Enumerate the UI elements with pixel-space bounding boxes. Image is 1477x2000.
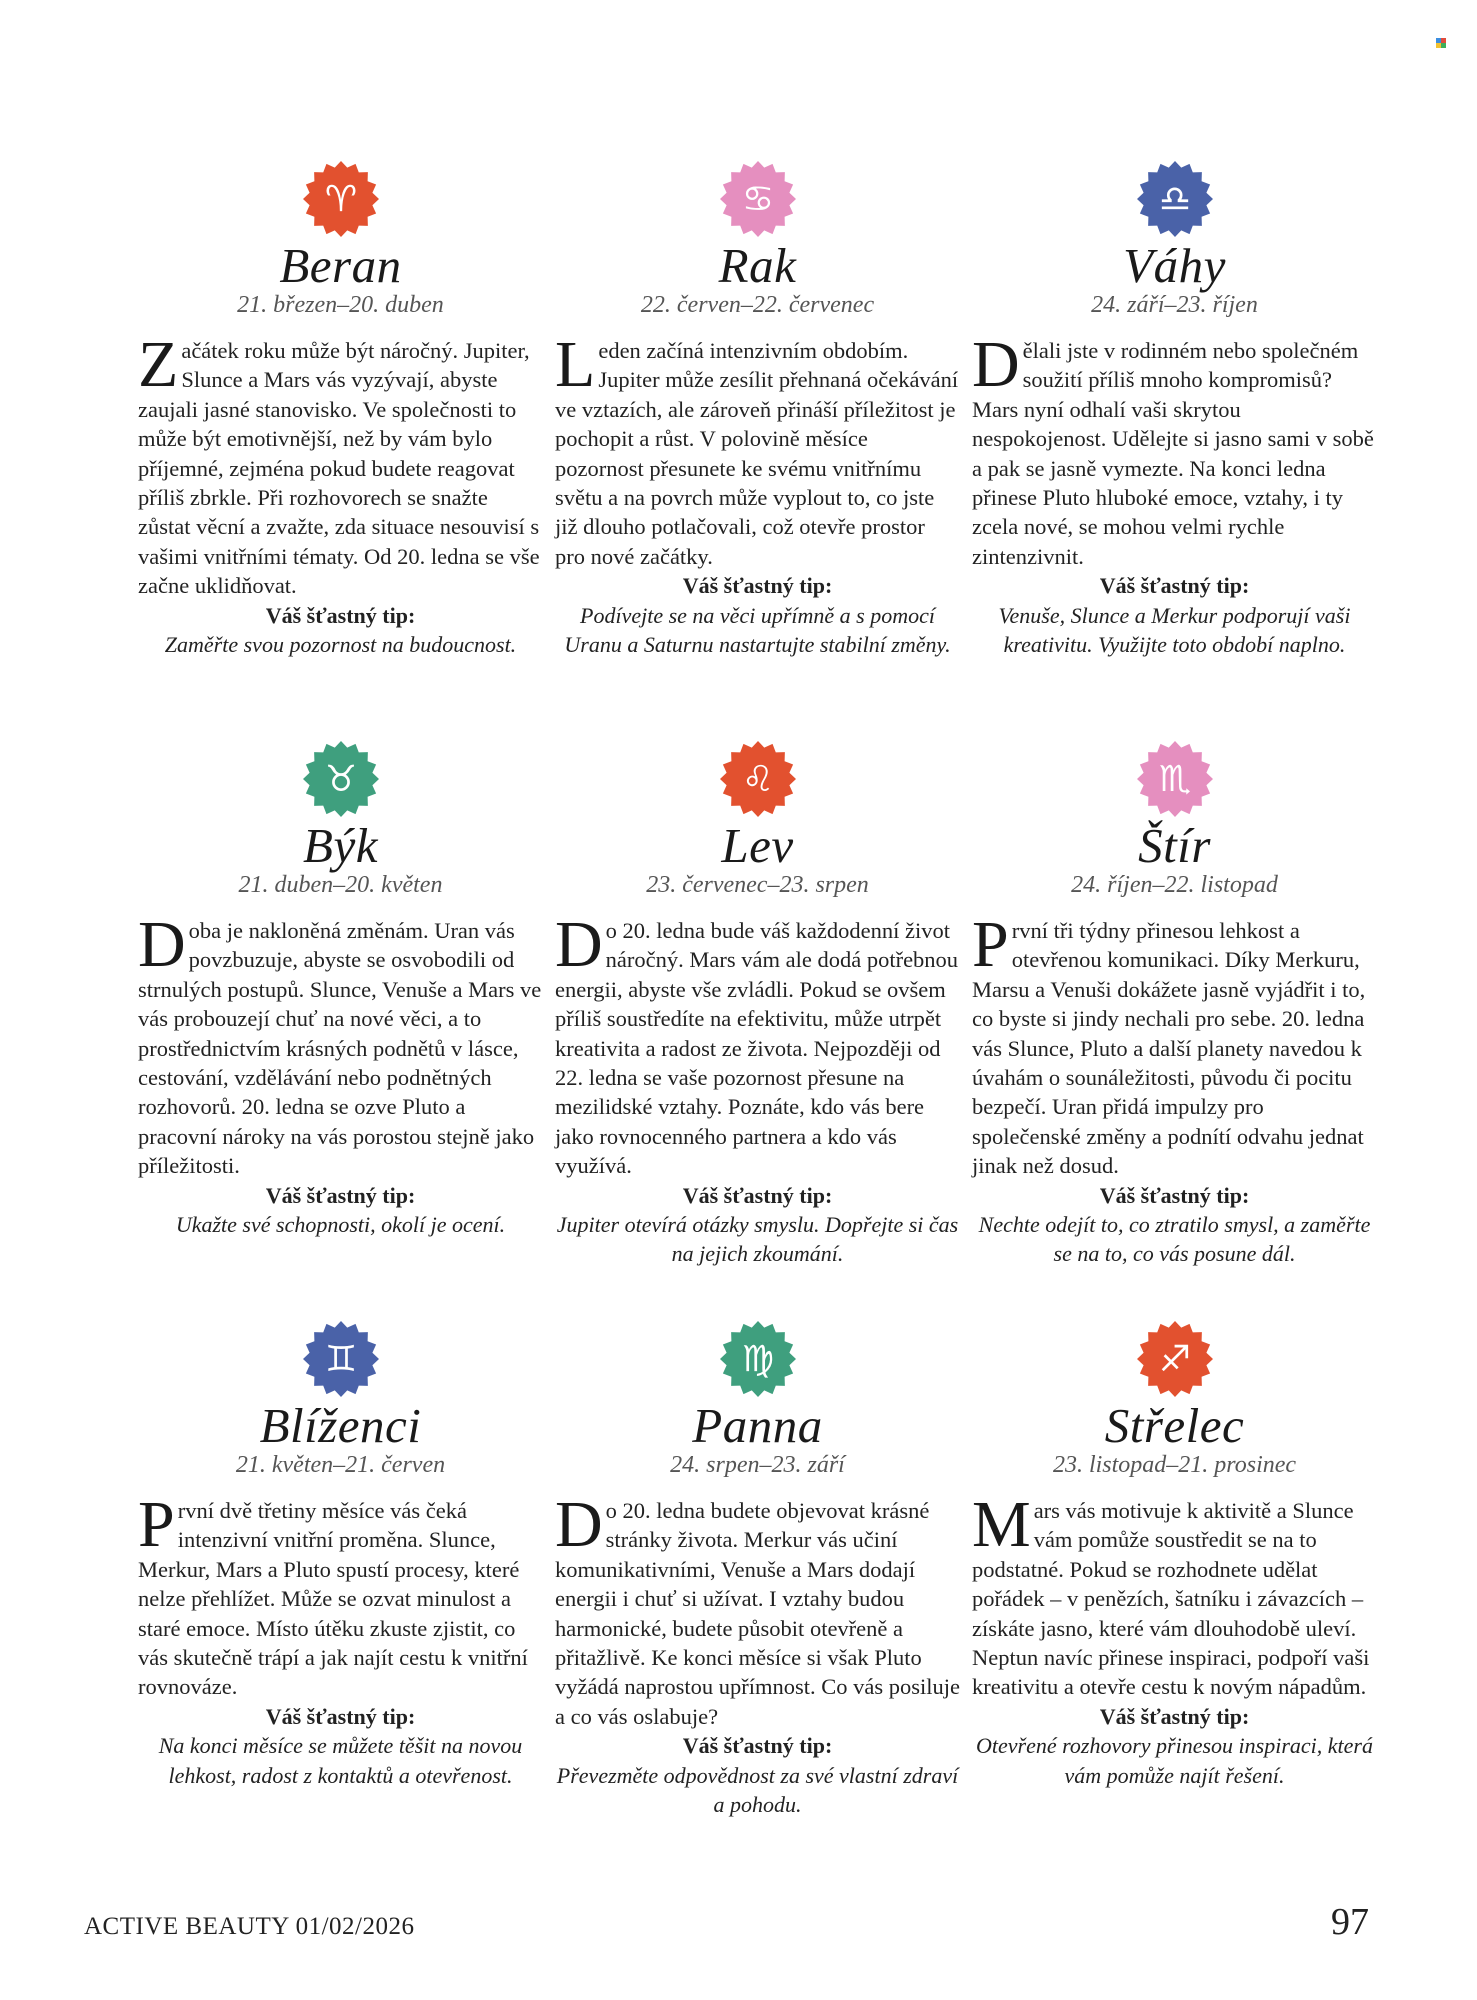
sign-name: Váhy (1123, 238, 1226, 293)
zodiac-glyph: ♋ (741, 179, 774, 220)
drop-cap: M (972, 1488, 1031, 1561)
sign-card (972, 740, 1377, 1320)
horoscope-body: o 20. ledna budete objevovat krásné stránky života. Merkur vás učiní komunikativními, Venuše a Mars dodají energii i chuť si užívat. I vztahy budou harmonické, budete působit otevřeně a přitažlivě. Ke konci měsíce si však Pluto vyžádá naprostou upřímnost. Co vás posiluje a co vás oslabuje? (555, 1498, 960, 1729)
horoscope-text (555, 328, 960, 571)
sign-dates: 21. březen–20. duben (237, 292, 444, 318)
lucky-tip-label: Váš šťastný tip: (265, 602, 416, 628)
horoscope-text (138, 908, 543, 1181)
drop-cap: D (555, 908, 603, 981)
lucky-tip-label: Váš šťastný tip: (682, 1733, 833, 1759)
lucky-tip-label: Váš šťastný tip: (682, 573, 833, 599)
leo-icon (719, 740, 797, 818)
lucky-tip: Zaměřte svou pozornost na budoucnost. (164, 632, 517, 658)
virgo-icon (719, 1320, 797, 1398)
zodiac-glyph: ♐ (1158, 1339, 1191, 1380)
zodiac-glyph: ♏ (1158, 759, 1191, 800)
horoscope-body: eden začíná intenzivním obdobím. Jupiter může zesílit přehnaná očekávání ve vztazích, ale zároveň přináší příležitost je pochopit a růst. V polovině měsíce pozornost přesunete ke svému vnitřnímu světu a na povrch může vyplout to, co jste již dlouho potlačovali, což otevře prostor pro nové začátky. (555, 338, 959, 569)
horoscope-grid (138, 160, 1374, 1900)
horoscope-text (972, 908, 1377, 1181)
sign-name: Štír (1138, 818, 1211, 873)
sign-card (555, 160, 960, 740)
horoscope-body: oba je nakloněná změnám. Uran vás povzbuzuje, abyste se osvobodili od strnulých postupů. Slunce, Venuše a Mars ve vás probouzejí chuť na nové věci, a to prostřednictvím krásných podnětů v lásce, cestování, vzdělávání nebo podnětných rozhovorů. 20. ledna se ozve Pluto a pracovní nároky na vás porostou stejně jako příležitosti. (138, 918, 542, 1179)
zodiac-glyph: ♌ (741, 759, 774, 800)
sign-dates: 23. listopad–21. prosinec (1052, 1452, 1297, 1478)
sign-name: Panna (692, 1398, 823, 1453)
drop-cap: D (972, 328, 1020, 401)
sign-card (972, 1320, 1377, 1900)
sign-dates: 22. červen–22. červenec (640, 292, 875, 318)
horoscope-text (555, 1488, 960, 1731)
sign-card (555, 1320, 960, 1900)
horoscope-body: o 20. ledna bude váš každodenní život náročný. Mars vám ale dodá potřebnou energii, abyste vše zvládli. Pokud se ovšem příliš soustředíte na efektivitu, může utrpět kreativita a radost ze života. Nejpozději od 22. ledna se vaše pozornost přesune na mezilidské vztahy. Poznáte, kdo vás bere jako rovnocenného partnera a kdo vás využívá. (555, 918, 959, 1179)
horoscope-body: ělali jste v rodinném nebo společném soužití příliš mnoho kompromisů? Mars nyní odhalí vaši skrytou nespokojenost. Udělejte si jasno sami v sobě a pak se jasně vymezte. Na konci ledna přinese Pluto hluboké emoce, vztahy, i ty zcela nové, se mohou velmi rychle zintenzivnit. (972, 338, 1374, 569)
scorpio-icon (1136, 740, 1214, 818)
sign-name: Rak (718, 238, 797, 293)
magazine-footer: ACTIVE BEAUTY 01/02/2026 (84, 1913, 415, 1940)
horoscope-body: ars vás motivuje k aktivitě a Slunce vám pomůže soustředit se na to podstatné. Pokud se rozhodnete udělat pořádek – v penězích, šatníku i závazcích – získáte jasno, které vám dlouhodobě uleví. Neptun navíc přinese inspiraci, podpoří vaši kreativitu a otevře cestu k novým nápadům. (972, 1498, 1370, 1700)
drop-cap: Z (138, 328, 179, 401)
aries-icon (302, 160, 380, 238)
sign-dates: 24. říjen–22. listopad (1071, 872, 1278, 898)
drop-cap: L (555, 328, 596, 401)
horoscope-text (138, 328, 543, 601)
lucky-tip: Ukažte své schopnosti, okolí je ocení. (175, 1212, 506, 1238)
sign-dates: 24. srpen–23. září (670, 1452, 845, 1478)
gemini-icon (302, 1320, 380, 1398)
sign-card (555, 740, 960, 1320)
lucky-tip-label: Váš šťastný tip: (1099, 1703, 1250, 1729)
lucky-tip-label: Váš šťastný tip: (682, 1182, 833, 1208)
zodiac-glyph: ♉ (324, 759, 357, 800)
lucky-tip: Otevřené rozhovory přinesou inspiraci, která vám pomůže najít řešení. (976, 1733, 1373, 1788)
lucky-tip-label: Váš šťastný tip: (265, 1182, 416, 1208)
sign-dates: 21. duben–20. květen (238, 872, 443, 898)
sign-name: Blíženci (259, 1398, 422, 1453)
sign-name: Beran (279, 238, 402, 293)
zodiac-glyph: ♍ (741, 1339, 774, 1380)
sign-card (138, 160, 543, 740)
horoscope-text (972, 328, 1377, 571)
drop-cap: P (138, 1488, 175, 1561)
sign-dates: 24. září–23. říjen (1091, 292, 1258, 318)
libra-icon (1136, 160, 1214, 238)
drop-cap: D (555, 1488, 603, 1561)
lucky-tip: Venuše, Slunce a Merkur podporují vaši kreativitu. Využijte toto období naplno. (998, 602, 1351, 658)
lucky-tip: Jupiter otevírá otázky smyslu. Dopřejte si čas na jejich zkoumání. (556, 1212, 959, 1267)
lucky-tip: Převezměte odpovědnost za své vlastní zdraví a pohodu. (556, 1762, 959, 1818)
sign-name: Lev (721, 818, 794, 873)
taurus-icon (302, 740, 380, 818)
horoscope-body: rvní dvě třetiny měsíce vás čeká intenzivní vnitřní proměna. Slunce, Merkur, Mars a Pluto spustí procesy, které nelze přehlížet. Může se ozvat minulost a staré emoce. Místo útěku zkuste zjistit, co vás skutečně trápí a jak najít cestu k vnitřní rovnováze. (138, 1498, 528, 1700)
horoscope-body: rvní tři týdny přinesou lehkost a otevřenou komunikaci. Díky Merkuru, Marsu a Venuši dokážete jasně vyjádřit i to, co byste si jindy nechali pro sebe. 20. ledna vás Slunce, Pluto a další planety navedou k úvahám o sounáležitosti, původu či pocitu bezpečí. Uran přidá impulzy pro společenské změny a podnítí odvahu jednat jinak než dosud. (972, 918, 1366, 1179)
page-number: 97 (1331, 1901, 1369, 1943)
horoscope-body: ačátek roku může být náročný. Jupiter, Slunce a Mars vás vyzývají, abyste zaujali jasné stanovisko. Ve společnosti to může být emotivnější, než by vám bylo příjemné, zejména pokud budete reagovat příliš zbrkle. Při rozhovorech se snažte zůstat věcní a zvažte, zda situace nesouvisí s vašimi vnitřními tématy. Od 20. ledna se vše začne uklidňovat. (138, 338, 540, 599)
corner-registration-mark (1436, 38, 1446, 48)
lucky-tip-label: Váš šťastný tip: (1099, 573, 1250, 599)
sign-dates: 23. červenec–23. srpen (646, 872, 869, 898)
lucky-tip-label: Váš šťastný tip: (265, 1703, 416, 1729)
sign-card (138, 740, 543, 1320)
horoscope-text (972, 1488, 1377, 1702)
horoscope-text (138, 1488, 543, 1702)
sign-dates: 21. květen–21. červen (235, 1452, 446, 1478)
drop-cap: D (138, 908, 186, 981)
sign-name: Střelec (1104, 1398, 1245, 1453)
cancer-icon (719, 160, 797, 238)
sign-name: Býk (303, 818, 378, 873)
sign-card (972, 160, 1377, 740)
sign-card (138, 1320, 543, 1900)
lucky-tip: Podívejte se na věci upřímně a s pomocí Uranu a Saturnu nastartujte stabilní změny. (564, 602, 951, 658)
zodiac-glyph: ♈ (324, 179, 357, 220)
horoscope-text (555, 908, 960, 1181)
drop-cap: P (972, 908, 1009, 981)
lucky-tip: Na konci měsíce se můžete těšit na novou lehkost, radost z kontaktů a otevřenost. (158, 1733, 523, 1788)
lucky-tip-label: Váš šťastný tip: (1099, 1182, 1250, 1208)
zodiac-glyph: ♊ (324, 1339, 357, 1380)
sagittarius-icon (1136, 1320, 1214, 1398)
lucky-tip: Nechte odejít to, co ztratilo smysl, a zaměřte se na to, co vás posune dál. (978, 1212, 1371, 1267)
zodiac-glyph: ♎ (1158, 179, 1191, 220)
